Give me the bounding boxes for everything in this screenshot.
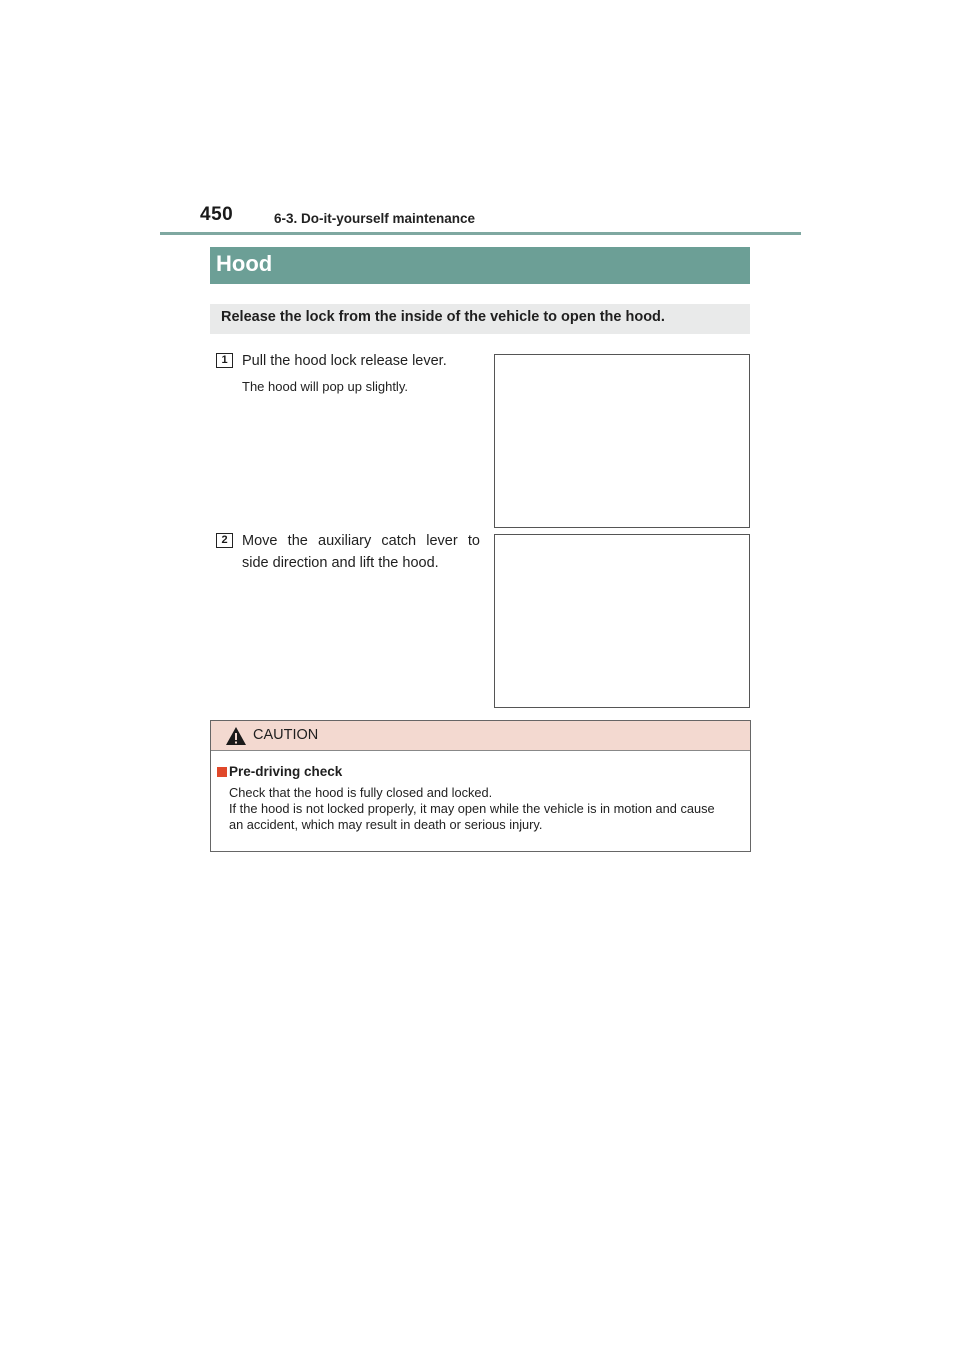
caution-line-1: Check that the hood is fully closed and locked. [229, 785, 493, 800]
section-title: 6-3. Do-it-yourself maintenance [274, 211, 476, 226]
caution-bullet [217, 767, 227, 777]
step-2-badge: 2 [216, 533, 233, 548]
caution-heading: Pre-driving check [229, 764, 343, 779]
step-2-text-line2: side direction and lift the hood. [242, 555, 439, 571]
step-1-text: Pull the hood lock release lever. [242, 353, 447, 369]
page-title: Hood [216, 251, 273, 276]
step-1-badge: 1 [216, 353, 233, 368]
warning-triangle-icon [225, 726, 247, 746]
caution-line-2: If the hood is not locked properly, it may open while the vehicle is in motion and cause [229, 801, 715, 816]
caution-box [210, 720, 751, 852]
intro-bar [210, 304, 750, 334]
caution-header [211, 721, 750, 751]
step-1-figure [494, 354, 750, 528]
caution-label: CAUTION [253, 727, 319, 743]
step-1-note: The hood will pop up slightly. [242, 379, 408, 394]
title-bar [210, 247, 750, 284]
header-rule [160, 232, 801, 235]
intro-text: Release the lock from the inside of the vehicle to open the hood. [221, 309, 665, 325]
step-2-text-line1: Move the auxiliary catch lever to [242, 533, 480, 549]
page-number: 450 [200, 204, 234, 225]
caution-line-3: an accident, which may result in death or serious injury. [229, 817, 543, 832]
step-2-figure [494, 534, 750, 708]
